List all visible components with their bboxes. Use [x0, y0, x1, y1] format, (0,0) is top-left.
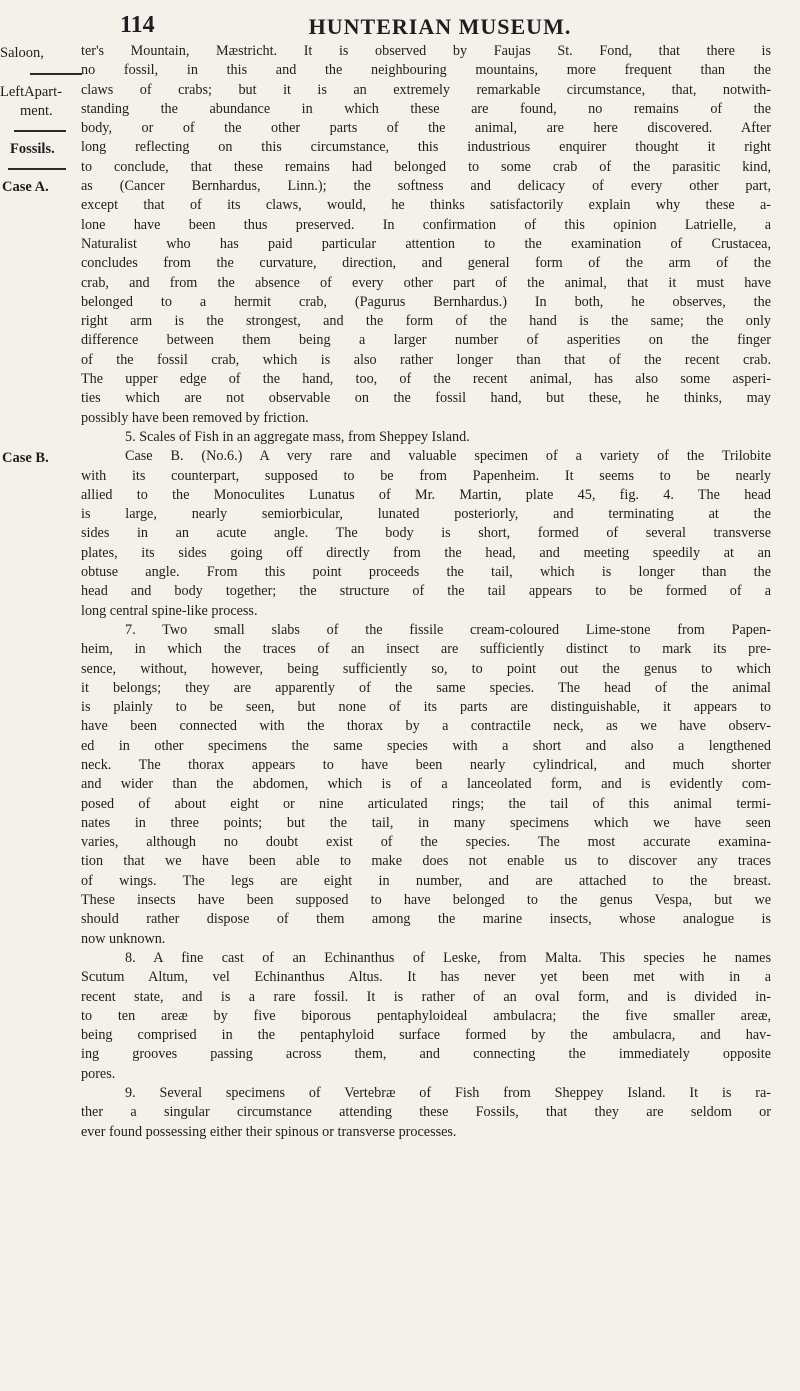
text-line: obtuse angle. From this point proceeds the tail, which is longer than the — [81, 564, 771, 581]
text-line: 8. A fine cast of an Echinanthus of Leske, from Malta. This species he names — [125, 949, 771, 966]
text-line: no fossil, in this and the neighbouring mountains, more frequent than the — [81, 62, 771, 79]
text-line: body, or of the other parts of the animal, are here discovered. After — [81, 120, 771, 137]
text-line: being comprised in the pentaphyloid surface formed by the ambulacra, and hav- — [81, 1027, 771, 1044]
text-line: of the fossil crab, which is also rather longer than that of the recent crab. — [81, 351, 771, 368]
text-line: to ten areæ by five biporous pentaphyloideal ambulacra; the five smaller areæ, — [81, 1007, 771, 1024]
paragraph-item-8 — [81, 949, 771, 1084]
body-text — [81, 42, 771, 1142]
text-line: Scutum Altum, vel Echinanthus Altus. It has never yet been met with in a — [81, 969, 771, 986]
text-line: is large, nearly semiorbicular, lunated posteriorly, and terminating at the — [81, 506, 771, 523]
text-line: belonged to a hermit crab, (Pagurus Bernhardus.) In both, he observes, the — [81, 293, 771, 310]
text-line: and wider than the abdomen, which is of a lanceolated form, and is evidently com- — [81, 776, 771, 793]
margin-note-case-b: Case B. — [2, 450, 49, 466]
text-line: long central spine-like process. — [81, 602, 258, 619]
text-line: ed in other specimens the same species with a short and also a lengthened — [81, 737, 771, 754]
text-line: with its counterpart, supposed to be from Papenheim. It seems to be nearly — [81, 467, 771, 484]
text-line: varies, although no doubt exist of the species. The most accurate examina- — [81, 834, 771, 851]
text-line: ther a singular circumstance attending these Fossils, that they are seldom or — [81, 1104, 771, 1121]
text-line: Case B. (No.6.) A very rare and valuable specimen of a variety of the Trilobite — [125, 448, 771, 465]
text-line: 5. Scales of Fish in an aggregate mass, from Sheppey Island. — [125, 428, 470, 445]
text-line: sence, without, however, being sufficiently so, to point out the genus to which — [81, 660, 771, 677]
text-line: long reflecting on this circumstance, this industrious enquirer thought it right — [81, 139, 771, 156]
text-line: is plainly to be seen, but none of its parts are distinguishable, it appears to — [81, 699, 771, 716]
paragraph-case-b-item-6 — [81, 447, 771, 621]
margin-note-ment: ment. — [20, 103, 53, 119]
text-line: as (Cancer Bernhardus, Linn.); the softness and delicacy of every other part, — [81, 178, 771, 195]
text-line: ties which are not observable on the fossil hand, but these, he thinks, may — [81, 390, 771, 407]
text-line: ter's Mountain, Mæstricht. It is observed by Faujas St. Fond, that there is — [81, 43, 771, 59]
paragraph-item-7 — [81, 621, 771, 949]
margin-note-saloon: Saloon, — [0, 45, 44, 61]
paragraph-item-5 — [81, 428, 771, 447]
text-line: lone have been thus preserved. In confirmation of this opinion Latrielle, a — [81, 216, 771, 233]
text-line: plates, its sides going off directly from the head, and meeting speedily at an — [81, 544, 771, 561]
text-line: The upper edge of the hand, too, of the recent animal, has also some asperi- — [81, 371, 771, 388]
page-number: 114 — [120, 12, 155, 38]
text-line: tion that we have been able to make does not enable us to discover any traces — [81, 853, 771, 870]
text-line: possibly have been removed by friction. — [81, 409, 309, 426]
text-line: ever found possessing either their spinous or transverse processes. — [81, 1123, 457, 1140]
text-line: should rather dispose of them among the marine insects, whose analogue is — [81, 911, 771, 928]
paragraph-item-9 — [81, 1084, 771, 1142]
paragraph-case-a-text — [81, 42, 771, 428]
text-line: difference between them being a larger number of asperities on the finger — [81, 332, 771, 349]
text-line: of wings. The legs are eight in number, and are attached to the breast. — [81, 872, 771, 889]
text-line: 9. Several specimens of Vertebræ of Fish from Sheppey Island. It is ra- — [125, 1085, 771, 1102]
text-line: it belongs; they are apparently of the same species. The head of the animal — [81, 679, 771, 696]
margin-note-fossils: Fossils. — [10, 141, 55, 157]
text-line: These insects have been supposed to have belonged to the genus Vespa, but we — [81, 892, 771, 909]
text-line: to conclude, that these remains had belonged to some crab of the parasitic kind, — [81, 158, 771, 175]
text-line: posed of about eight or nine articulated rings; the tail of this animal termi- — [81, 795, 771, 812]
text-line: neck. The thorax appears to have been nearly cylindrical, and much shorter — [81, 756, 771, 773]
margin-note-left-apartment: LeftApart- — [0, 84, 62, 100]
page-header — [120, 8, 760, 44]
text-line: concludes from the curvature, direction, and general form of the arm of the — [81, 255, 771, 272]
text-line: Naturalist who has paid particular attention to the examination of Crustacea, — [81, 235, 771, 252]
text-line: now unknown. — [81, 930, 166, 947]
text-line: head and body together; the structure of the tail appears to be formed of a — [81, 583, 771, 600]
running-title: HUNTERIAN MUSEUM. — [308, 14, 572, 39]
text-line: sides in an acute angle. The body is short, formed of several transverse — [81, 525, 771, 542]
text-line: right arm is the strongest, and the form of the hand is the same; the only — [81, 313, 771, 330]
margin-rule — [14, 130, 66, 132]
text-line: nates in three points; but the tail, in many specimens which we have seen — [81, 814, 771, 831]
margin-note-case-a: Case A. — [2, 179, 49, 195]
text-line: crab, and from the absence of every other part of the animal, that it must have — [81, 274, 771, 291]
text-line: standing the abundance in which these are found, no remains of the — [81, 100, 771, 117]
text-line: have been connected with the thorax by a contractile neck, as we have observ- — [81, 718, 771, 735]
text-line: except that of its claws, would, he thinks satisfactorily explain why these a- — [81, 197, 771, 214]
text-line: claws of crabs; but it is an extremely remarkable circumstance, that, notwith- — [81, 81, 771, 98]
margin-rule — [30, 73, 82, 75]
text-line: pores. — [81, 1065, 116, 1082]
margin-rule — [8, 168, 66, 170]
text-line: ing grooves passing across them, and connecting the immediately opposite — [81, 1046, 771, 1063]
text-line: 7. Two small slabs of the fissile cream-coloured Lime-stone from Papen- — [125, 621, 771, 638]
text-line: recent state, and is a rare fossil. It is rather of an oval form, and is divided in- — [81, 988, 771, 1005]
text-line: allied to the Monoculites Lunatus of Mr. Martin, plate 45, fig. 4. The head — [81, 486, 771, 503]
text-line: heim, in which the traces of an insect are sufficiently distinct to mark its pre- — [81, 641, 771, 658]
